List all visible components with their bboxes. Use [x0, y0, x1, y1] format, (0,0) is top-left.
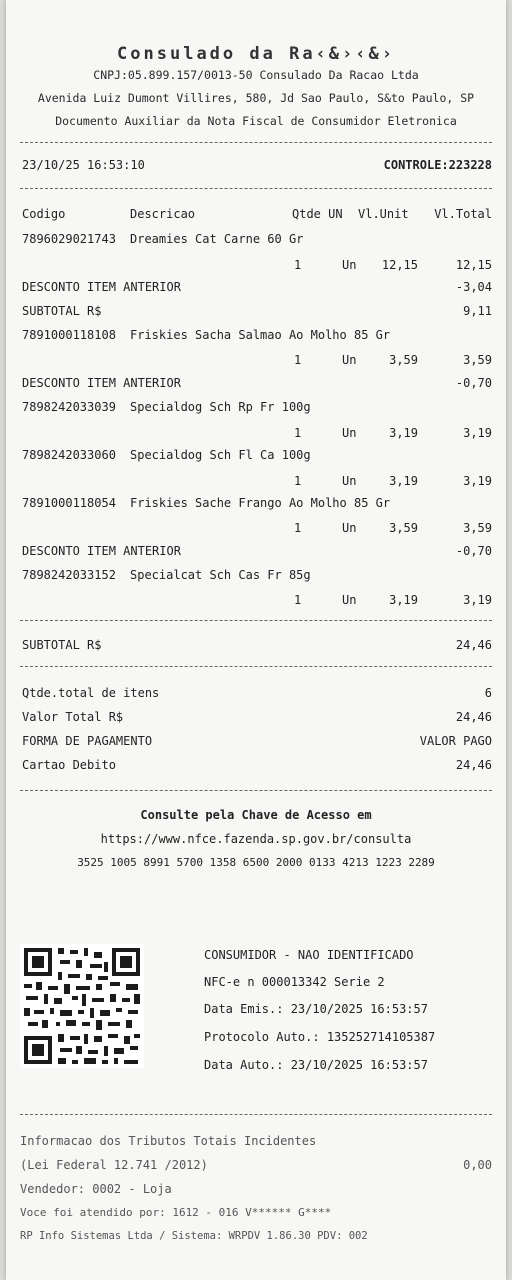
divider: [20, 1114, 492, 1115]
item-unit: Un: [342, 258, 357, 272]
discount-value: -0,70: [455, 544, 492, 558]
item-qty: 1: [294, 353, 302, 367]
authorization-date: Data Auto.: 23/10/2025 16:53:57: [204, 1058, 428, 1072]
total-value: 24,46: [455, 710, 492, 724]
datetime: 23/10/25 16:53:10: [22, 158, 145, 172]
served-by: Voce foi atendido por: 1612 - 016 V****** G****: [20, 1206, 332, 1219]
item-unit-price: 3,19: [389, 426, 418, 440]
discount-label: DESCONTO ITEM ANTERIOR: [22, 280, 181, 294]
nfce-number: NFC-e n 000013342 Serie 2: [204, 975, 385, 989]
qr-code: [20, 944, 144, 1068]
item-unit-price: 3,59: [389, 353, 418, 367]
divider: [20, 666, 492, 667]
amount-paid-label: VALOR PAGO: [419, 734, 492, 748]
control-number: CONTROLE:223228: [383, 158, 492, 172]
access-key: 3525 1005 8991 5700 1358 6500 2000 0133 4213 1223 2289: [77, 856, 435, 869]
item-qty: 1: [294, 258, 302, 272]
item-qty: 1: [294, 521, 302, 535]
item-total: 3,59: [463, 521, 492, 535]
item-code: 7898242033152: [22, 568, 116, 582]
item-code: 7891000118054: [22, 496, 116, 510]
col-unit-price: Vl.Unit: [358, 207, 409, 221]
item-unit-price: 3,19: [389, 474, 418, 488]
col-qty-un: Qtde UN: [292, 207, 343, 221]
payment-method: Cartao Debito: [22, 758, 116, 772]
total-items-value: 6: [484, 686, 492, 700]
item-description: Specialdog Sch Fl Ca 100g: [130, 448, 311, 462]
protocol-number: Protocolo Auto.: 135252714105387: [204, 1030, 436, 1044]
item-description: Friskies Sache Frango Ao Molho 85 Gr: [130, 496, 391, 510]
col-total: Vl.Total: [434, 207, 492, 221]
item-unit-price: 3,19: [389, 593, 418, 607]
item-unit-price: 12,15: [381, 258, 418, 272]
consult-url: https://www.nfce.fazenda.sp.gov.br/consulta: [100, 832, 412, 846]
item-total: 3,59: [463, 353, 492, 367]
receipt: [6, 0, 506, 1280]
consumer-status: CONSUMIDOR - NAO IDENTIFICADO: [204, 948, 414, 962]
item-code: 7898242033039: [22, 400, 116, 414]
subtotal-label: SUBTOTAL R$: [22, 304, 102, 318]
item-total: 12,15: [455, 258, 492, 272]
item-code: 7896029021743: [22, 232, 116, 246]
tributes-info: Informacao dos Tributos Totais Incidentes: [20, 1134, 317, 1148]
col-code: Codigo: [22, 207, 66, 221]
subtotal-label: SUBTOTAL R$: [22, 638, 102, 652]
item-unit: Un: [342, 474, 357, 488]
divider: [20, 188, 492, 189]
item-qty: 1: [294, 474, 302, 488]
consult-title: Consulte pela Chave de Acesso em: [140, 808, 372, 822]
tributes-law: (Lei Federal 12.741 /2012): [20, 1158, 208, 1172]
payment-method-label: FORMA DE PAGAMENTO: [22, 734, 153, 748]
item-description: Specialdog Sch Rp Fr 100g: [130, 400, 311, 414]
document-type: Documento Auxiliar da Nota Fiscal de Consumidor Eletronica: [55, 114, 457, 128]
divider: [20, 790, 492, 791]
discount-label: DESCONTO ITEM ANTERIOR: [22, 376, 181, 390]
emission-date: Data Emis.: 23/10/2025 16:53:57: [204, 1002, 428, 1016]
item-qty: 1: [294, 593, 302, 607]
address-line: Avenida Luiz Dumont Villires, 580, Jd Sao Paulo, S&to Paulo, SP: [37, 91, 475, 105]
tributes-value: 0,00: [463, 1158, 492, 1172]
subtotal-value: 24,46: [455, 638, 492, 652]
item-total: 3,19: [463, 474, 492, 488]
item-code: 7891000118108: [22, 328, 116, 342]
item-unit: Un: [342, 521, 357, 535]
system-info: RP Info Sistemas Ltda / Sistema: WRPDV 1.86.30 PDV: 002: [20, 1230, 368, 1242]
item-unit: Un: [342, 426, 357, 440]
item-qty: 1: [294, 426, 302, 440]
item-description: Friskies Sacha Salmao Ao Molho 85 Gr: [130, 328, 391, 342]
item-code: 7898242033060: [22, 448, 116, 462]
item-unit: Un: [342, 593, 357, 607]
total-value-label: Valor Total R$: [22, 710, 124, 724]
col-description: Descricao: [130, 207, 196, 221]
item-description: Dreamies Cat Carne 60 Gr: [130, 232, 304, 246]
store-name: Consulado da Ra‹&›‹&›: [117, 44, 395, 64]
total-items-label: Qtde.total de itens: [22, 686, 160, 700]
discount-value: -3,04: [455, 280, 492, 294]
cnpj-line: CNPJ:05.899.157/0013-50 Consulado Da Racao Ltda: [93, 68, 419, 82]
seller: Vendedor: 0002 - Loja: [20, 1182, 172, 1196]
item-description: Specialcat Sch Cas Fr 85g: [130, 568, 311, 582]
item-unit-price: 3,59: [389, 521, 418, 535]
payment-amount: 24,46: [455, 758, 492, 772]
divider: [20, 620, 492, 621]
discount-value: -0,70: [455, 376, 492, 390]
subtotal-value: 9,11: [463, 304, 492, 318]
discount-label: DESCONTO ITEM ANTERIOR: [22, 544, 181, 558]
item-total: 3,19: [463, 426, 492, 440]
divider: [20, 142, 492, 143]
item-total: 3,19: [463, 593, 492, 607]
item-unit: Un: [342, 353, 357, 367]
